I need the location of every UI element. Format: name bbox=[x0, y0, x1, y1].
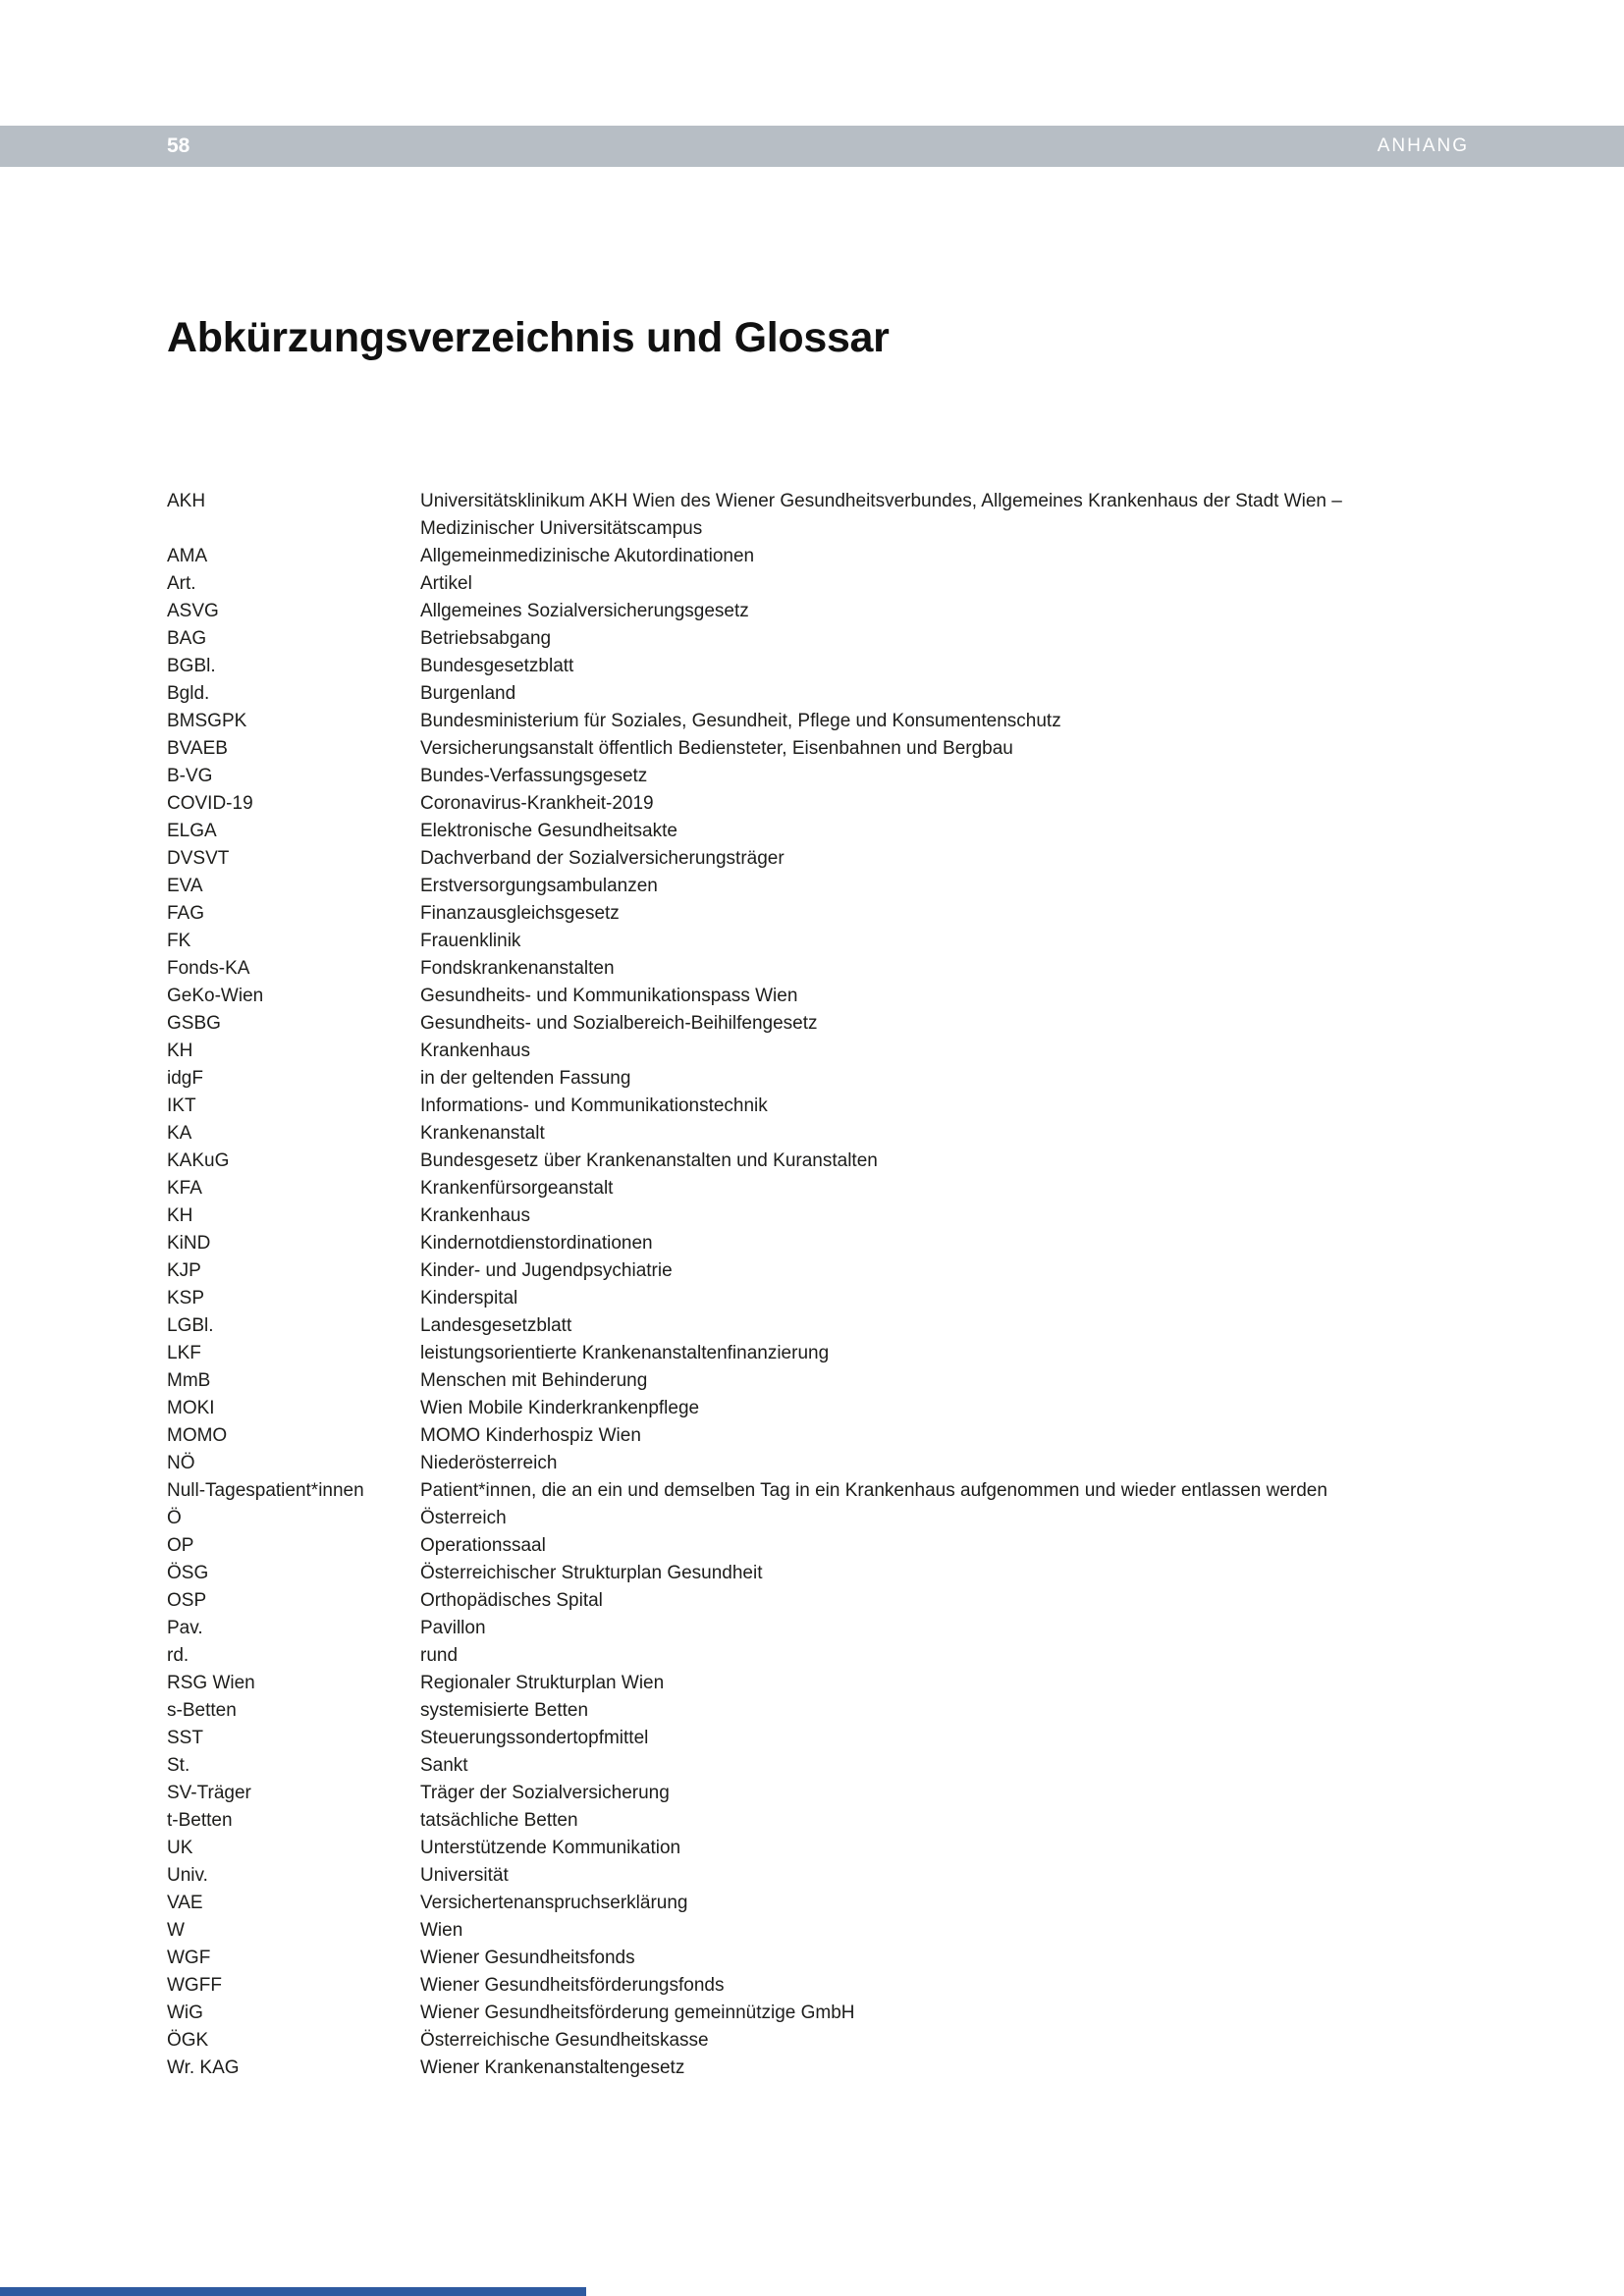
glossary-term: FAG bbox=[167, 903, 205, 924]
glossary-term: EVA bbox=[167, 876, 203, 896]
glossary-term: W bbox=[167, 1920, 185, 1941]
glossary-term: COVID-19 bbox=[167, 793, 253, 814]
glossary-term: MOMO bbox=[167, 1425, 228, 1446]
glossary-entry bbox=[167, 1202, 1438, 1230]
glossary-term: KFA bbox=[167, 1178, 202, 1199]
page-number: 58 bbox=[167, 134, 190, 157]
glossary-term: RSG Wien bbox=[167, 1673, 255, 1693]
glossary-entry bbox=[167, 1093, 1438, 1120]
glossary-entry bbox=[167, 1395, 1438, 1422]
glossary-entry bbox=[167, 1560, 1438, 1587]
glossary-definition: Krankenanstalt bbox=[420, 1123, 545, 1144]
glossary-definition: Kindernotdienstordinationen bbox=[420, 1233, 653, 1254]
glossary-entry bbox=[167, 1340, 1438, 1367]
glossary-term: OSP bbox=[167, 1590, 207, 1611]
header-section-label: ANHANG bbox=[1377, 135, 1469, 156]
glossary-entry bbox=[167, 1862, 1438, 1890]
glossary-entry bbox=[167, 708, 1438, 735]
glossary-term: KH bbox=[167, 1205, 193, 1226]
glossary-term: B-VG bbox=[167, 766, 213, 786]
glossary-definition: Universität bbox=[420, 1865, 509, 1886]
glossary-entry bbox=[167, 653, 1438, 680]
glossary-definition: Allgemeines Sozialversicherungsgesetz bbox=[420, 601, 749, 621]
glossary-definition: Österreichischer Strukturplan Gesundheit bbox=[420, 1563, 763, 1583]
glossary-entry bbox=[167, 680, 1438, 708]
glossary-entry bbox=[167, 1065, 1438, 1093]
glossary-definition: Versichertenanspruchserklärung bbox=[420, 1893, 688, 1913]
glossary-term: Art. bbox=[167, 573, 196, 594]
glossary-term: NÖ bbox=[167, 1453, 195, 1473]
glossary-term: idgF bbox=[167, 1068, 203, 1089]
glossary-term: Wr. KAG bbox=[167, 2057, 240, 2078]
glossary-term: Pav. bbox=[167, 1618, 203, 1638]
glossary-definition: Elektronische Gesundheitsakte bbox=[420, 821, 677, 841]
glossary-term: KH bbox=[167, 1041, 193, 1061]
glossary-entry bbox=[167, 1670, 1438, 1697]
glossary-term: GeKo-Wien bbox=[167, 986, 264, 1006]
glossary-entry bbox=[167, 1835, 1438, 1862]
glossary-term: WGF bbox=[167, 1948, 211, 1968]
glossary-definition: Österreich bbox=[420, 1508, 507, 1528]
glossary-definition: Gesundheits- und Sozialbereich-Beihilfengesetz bbox=[420, 1013, 818, 1034]
glossary-term: Fonds-KA bbox=[167, 958, 250, 979]
glossary-term: UK bbox=[167, 1838, 193, 1858]
glossary-definition: Universitätsklinikum AKH Wien des Wiener Gesundheitsverbundes, Allgemeines Krankenhaus der Stadt Wien – Medizinischer Universitätscampus bbox=[420, 491, 1342, 539]
glossary-definition: Wien bbox=[420, 1920, 463, 1941]
glossary-definition: Erstversorgungsambulanzen bbox=[420, 876, 658, 896]
glossary-entry bbox=[167, 1010, 1438, 1038]
glossary-list bbox=[167, 488, 1438, 2082]
glossary-term: MOKI bbox=[167, 1398, 215, 1418]
glossary-definition: rund bbox=[420, 1645, 459, 1666]
glossary-definition: Kinderspital bbox=[420, 1288, 518, 1308]
glossary-definition: Niederösterreich bbox=[420, 1453, 558, 1473]
glossary-term: ASVG bbox=[167, 601, 219, 621]
glossary-entry bbox=[167, 955, 1438, 983]
footer-accent-bar bbox=[0, 2287, 586, 2296]
glossary-definition: Wiener Gesundheitsfonds bbox=[420, 1948, 635, 1968]
glossary-definition: Bundesgesetzblatt bbox=[420, 656, 574, 676]
glossary-term: WGFF bbox=[167, 1975, 222, 1996]
glossary-definition: Sankt bbox=[420, 1755, 468, 1776]
glossary-entry bbox=[167, 570, 1438, 598]
glossary-definition: Wiener Gesundheitsförderung gemeinnützige GmbH bbox=[420, 2002, 855, 2023]
glossary-entry bbox=[167, 1230, 1438, 1257]
glossary-entry bbox=[167, 1725, 1438, 1752]
glossary-term: KiND bbox=[167, 1233, 211, 1254]
glossary-term: Univ. bbox=[167, 1865, 208, 1886]
glossary-entry bbox=[167, 818, 1438, 845]
glossary-entry bbox=[167, 1890, 1438, 1917]
glossary-term: SST bbox=[167, 1728, 203, 1748]
glossary-entry bbox=[167, 845, 1438, 873]
glossary-definition: Träger der Sozialversicherung bbox=[420, 1783, 670, 1803]
glossary-definition: Operationssaal bbox=[420, 1535, 546, 1556]
glossary-definition: Allgemeinmedizinische Akutordinationen bbox=[420, 546, 755, 566]
glossary-definition: Gesundheits- und Kommunikationspass Wien bbox=[420, 986, 798, 1006]
glossary-entry bbox=[167, 625, 1438, 653]
glossary-term: t-Betten bbox=[167, 1810, 233, 1831]
glossary-definition: Regionaler Strukturplan Wien bbox=[420, 1673, 665, 1693]
glossary-definition: Bundesgesetz über Krankenanstalten und Kuranstalten bbox=[420, 1150, 878, 1171]
glossary-definition: Bundes-Verfassungsgesetz bbox=[420, 766, 648, 786]
glossary-term: BMSGPK bbox=[167, 711, 247, 731]
glossary-term: Ö bbox=[167, 1508, 182, 1528]
glossary-entry bbox=[167, 1780, 1438, 1807]
glossary-entry bbox=[167, 488, 1438, 543]
glossary-definition: Menschen mit Behinderung bbox=[420, 1370, 648, 1391]
glossary-entry bbox=[167, 1505, 1438, 1532]
glossary-term: KA bbox=[167, 1123, 192, 1144]
glossary-term: Null-Tagespatient*innen bbox=[167, 1480, 364, 1501]
glossary-term: SV-Träger bbox=[167, 1783, 251, 1803]
glossary-definition: Kinder- und Jugendpsychiatrie bbox=[420, 1260, 673, 1281]
glossary-term: rd. bbox=[167, 1645, 189, 1666]
glossary-definition: leistungsorientierte Krankenanstaltenfinanzierung bbox=[420, 1343, 830, 1363]
glossary-entry bbox=[167, 543, 1438, 570]
glossary-entry bbox=[167, 2000, 1438, 2027]
glossary-entry bbox=[167, 900, 1438, 928]
glossary-entry bbox=[167, 2027, 1438, 2055]
glossary-definition: Unterstützende Kommunikation bbox=[420, 1838, 681, 1858]
glossary-definition: Krankenhaus bbox=[420, 1205, 530, 1226]
glossary-entry bbox=[167, 1422, 1438, 1450]
glossary-entry bbox=[167, 1285, 1438, 1312]
glossary-term: KJP bbox=[167, 1260, 201, 1281]
glossary-entry bbox=[167, 1175, 1438, 1202]
glossary-definition: Wiener Krankenanstaltengesetz bbox=[420, 2057, 685, 2078]
glossary-term: WiG bbox=[167, 2002, 203, 2023]
glossary-definition: Dachverband der Sozialversicherungsträger bbox=[420, 848, 785, 869]
glossary-term: DVSVT bbox=[167, 848, 230, 869]
glossary-term: OP bbox=[167, 1535, 194, 1556]
glossary-term: St. bbox=[167, 1755, 190, 1776]
glossary-definition: Patient*innen, die an ein und demselben Tag in ein Krankenhaus aufgenommen und wieder entlassen werden bbox=[420, 1480, 1327, 1501]
glossary-definition: MOMO Kinderhospiz Wien bbox=[420, 1425, 641, 1446]
glossary-definition: Burgenland bbox=[420, 683, 516, 704]
glossary-term: KSP bbox=[167, 1288, 205, 1308]
glossary-definition: systemisierte Betten bbox=[420, 1700, 589, 1721]
glossary-entry bbox=[167, 1532, 1438, 1560]
page-title: Abkürzungsverzeichnis und Glossar bbox=[167, 314, 890, 361]
glossary-term: AKH bbox=[167, 491, 206, 511]
glossary-definition: Steuerungssondertopfmittel bbox=[420, 1728, 649, 1748]
glossary-term: BGBl. bbox=[167, 656, 216, 676]
glossary-term: BAG bbox=[167, 628, 207, 649]
glossary-definition: Landesgesetzblatt bbox=[420, 1315, 572, 1336]
glossary-entry bbox=[167, 790, 1438, 818]
glossary-definition: Versicherungsanstalt öffentlich Bediensteter, Eisenbahnen und Bergbau bbox=[420, 738, 1013, 759]
glossary-definition: Wien Mobile Kinderkrankenpflege bbox=[420, 1398, 700, 1418]
glossary-definition: Orthopädisches Spital bbox=[420, 1590, 603, 1611]
glossary-definition: Artikel bbox=[420, 573, 472, 594]
glossary-definition: Finanzausgleichsgesetz bbox=[420, 903, 620, 924]
glossary-term: MmB bbox=[167, 1370, 211, 1391]
glossary-entry bbox=[167, 1257, 1438, 1285]
glossary-entry bbox=[167, 873, 1438, 900]
glossary-definition: Frauenklinik bbox=[420, 931, 521, 951]
glossary-entry bbox=[167, 983, 1438, 1010]
glossary-definition: Coronavirus-Krankheit-2019 bbox=[420, 793, 654, 814]
glossary-entry bbox=[167, 1148, 1438, 1175]
glossary-entry bbox=[167, 598, 1438, 625]
glossary-entry bbox=[167, 1312, 1438, 1340]
glossary-definition: Krankenhaus bbox=[420, 1041, 530, 1061]
glossary-entry bbox=[167, 1120, 1438, 1148]
glossary-term: ÖSG bbox=[167, 1563, 209, 1583]
glossary-term: LGBl. bbox=[167, 1315, 214, 1336]
glossary-entry bbox=[167, 1038, 1438, 1065]
glossary-term: FK bbox=[167, 931, 191, 951]
glossary-entry bbox=[167, 763, 1438, 790]
glossary-entry bbox=[167, 1697, 1438, 1725]
glossary-definition: Krankenfürsorgeanstalt bbox=[420, 1178, 614, 1199]
glossary-term: LKF bbox=[167, 1343, 201, 1363]
glossary-entry bbox=[167, 1642, 1438, 1670]
glossary-term: ÖGK bbox=[167, 2030, 209, 2051]
glossary-entry bbox=[167, 1477, 1438, 1505]
glossary-definition: tatsächliche Betten bbox=[420, 1810, 578, 1831]
glossary-entry bbox=[167, 1587, 1438, 1615]
glossary-entry bbox=[167, 928, 1438, 955]
glossary-term: AMA bbox=[167, 546, 208, 566]
glossary-definition: Bundesministerium für Soziales, Gesundheit, Pflege und Konsumentenschutz bbox=[420, 711, 1061, 731]
glossary-term: BVAEB bbox=[167, 738, 228, 759]
glossary-term: s-Betten bbox=[167, 1700, 237, 1721]
glossary-definition: in der geltenden Fassung bbox=[420, 1068, 631, 1089]
glossary-term: IKT bbox=[167, 1095, 196, 1116]
glossary-definition: Pavillon bbox=[420, 1618, 486, 1638]
glossary-entry bbox=[167, 1807, 1438, 1835]
glossary-entry bbox=[167, 1917, 1438, 1945]
glossary-term: ELGA bbox=[167, 821, 217, 841]
glossary-entry bbox=[167, 2055, 1438, 2082]
glossary-entry bbox=[167, 1945, 1438, 1972]
glossary-entry bbox=[167, 1367, 1438, 1395]
glossary-term: GSBG bbox=[167, 1013, 221, 1034]
glossary-term: KAKuG bbox=[167, 1150, 230, 1171]
glossary-entry bbox=[167, 1752, 1438, 1780]
glossary-definition: Österreichische Gesundheitskasse bbox=[420, 2030, 709, 2051]
glossary-entry bbox=[167, 1615, 1438, 1642]
glossary-entry bbox=[167, 1450, 1438, 1477]
glossary-entry bbox=[167, 735, 1438, 763]
glossary-definition: Betriebsabgang bbox=[420, 628, 552, 649]
glossary-definition: Informations- und Kommunikationstechnik bbox=[420, 1095, 768, 1116]
glossary-entry bbox=[167, 1972, 1438, 2000]
glossary-definition: Wiener Gesundheitsförderungsfonds bbox=[420, 1975, 725, 1996]
glossary-term: Bgld. bbox=[167, 683, 210, 704]
glossary-definition: Fondskrankenanstalten bbox=[420, 958, 615, 979]
page-header-bar bbox=[0, 126, 1624, 167]
glossary-term: VAE bbox=[167, 1893, 203, 1913]
